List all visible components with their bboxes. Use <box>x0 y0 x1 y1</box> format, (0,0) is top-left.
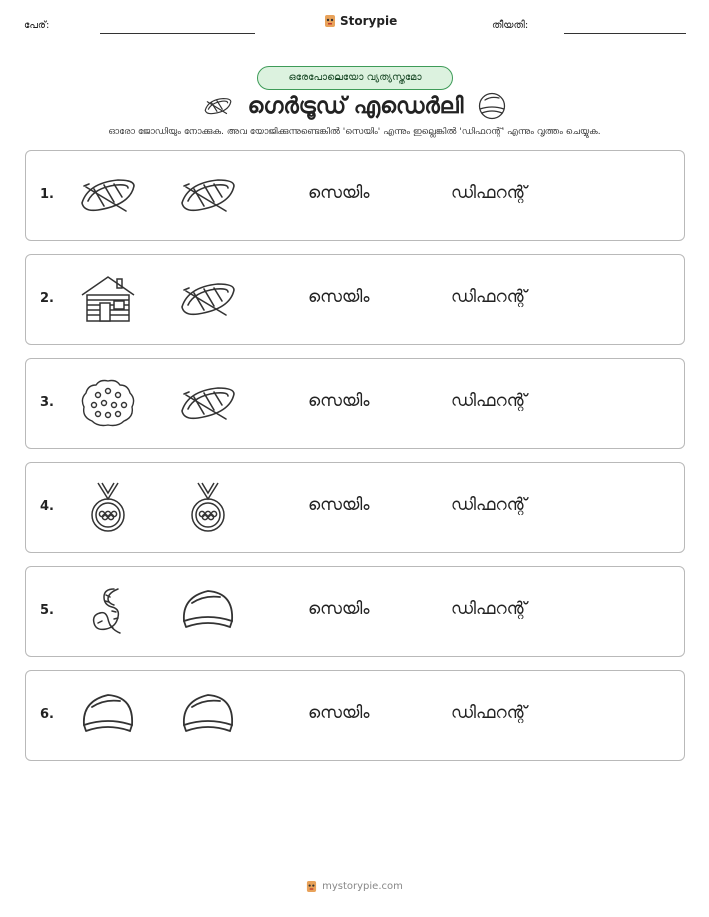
swim-cap-icon <box>78 689 138 741</box>
page-title: ഗെർട്രൂഡ് എഡെർലി <box>247 93 464 119</box>
question-row <box>25 358 685 449</box>
question-row <box>25 462 685 553</box>
date-line <box>564 33 686 34</box>
footer-url[interactable]: mystorypie.com <box>322 881 403 892</box>
swim-cap-icon <box>178 689 238 741</box>
question-list <box>25 150 685 774</box>
instruction-text: ഓരോ ജോഡിയും നോക്കുക. അവ യോജിക്കുന്നുണ്ടെങ്കിൽ 'സെയിം' എന്നും ഇല്ലെങ്കിൽ 'ഡിഫറന്റ്' എന്നും വൃത്തം ചെയ്യുക. <box>108 127 601 137</box>
question-number: 3. <box>40 395 54 410</box>
same-option[interactable]: സെയിം <box>308 391 370 411</box>
brand-name: Storypie <box>340 14 398 28</box>
same-option[interactable]: സെയിം <box>308 599 370 619</box>
title-row <box>0 90 709 122</box>
same-option[interactable]: സെയിം <box>308 183 370 203</box>
cabin-icon <box>78 273 138 325</box>
name-label: പേര്: <box>24 20 50 31</box>
medal-icon <box>78 481 138 533</box>
date-label: തീയതി: <box>492 20 529 31</box>
different-option[interactable]: ഡിഫറന്റ് <box>451 391 527 411</box>
question-row <box>25 254 685 345</box>
topic-pill: ഒരേപോലെയോ വ്യത്യസ്തമോ <box>257 66 453 90</box>
footer <box>0 880 709 893</box>
boat-icon <box>178 377 238 429</box>
worksheet-header <box>0 14 709 38</box>
question-row <box>25 566 685 657</box>
boat-icon <box>202 95 234 117</box>
boat-icon <box>78 169 138 221</box>
different-option[interactable]: ഡിഫറന്റ് <box>451 703 527 723</box>
same-option[interactable]: സെയിം <box>308 495 370 515</box>
question-number: 6. <box>40 707 54 722</box>
question-number: 5. <box>40 603 54 618</box>
different-option[interactable]: ഡിഫറന്റ് <box>451 495 527 515</box>
boat-icon <box>178 169 238 221</box>
question-row <box>25 150 685 241</box>
storypie-mascot-icon <box>306 880 317 893</box>
question-number: 4. <box>40 499 54 514</box>
different-option[interactable]: ഡിഫറന്റ് <box>451 599 527 619</box>
rope-icon <box>78 585 138 637</box>
same-option[interactable]: സെയിം <box>308 703 370 723</box>
different-option[interactable]: ഡിഫറന്റ് <box>451 183 527 203</box>
swim-cap-icon <box>477 91 507 121</box>
question-number: 1. <box>40 187 54 202</box>
question-number: 2. <box>40 291 54 306</box>
same-option[interactable]: സെയിം <box>308 287 370 307</box>
medal-icon <box>178 481 238 533</box>
sponge-icon <box>78 377 138 429</box>
brand-logo <box>324 14 397 28</box>
question-row <box>25 670 685 761</box>
storypie-mascot-icon <box>324 14 336 28</box>
swim-cap-icon <box>178 585 238 637</box>
different-option[interactable]: ഡിഫറന്റ് <box>451 287 527 307</box>
boat-icon <box>178 273 238 325</box>
name-line <box>100 33 255 34</box>
